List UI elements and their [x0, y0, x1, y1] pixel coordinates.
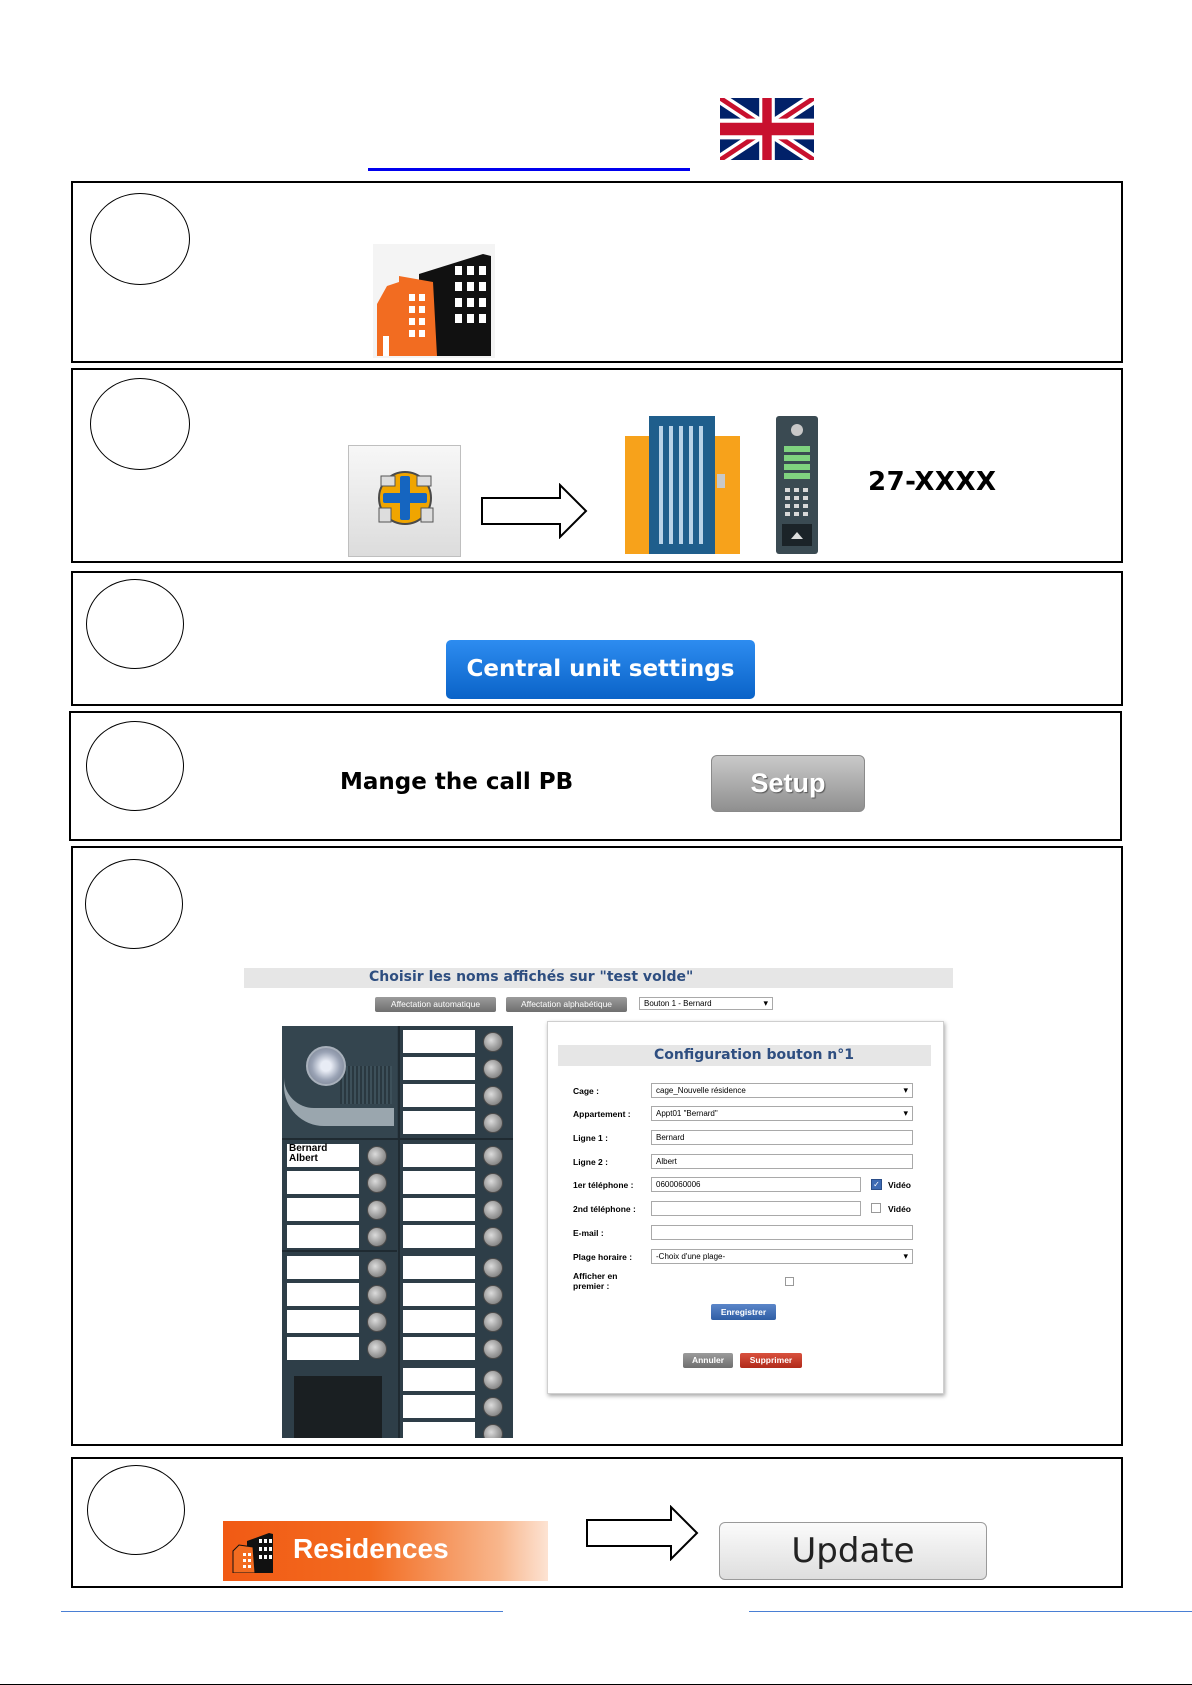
- camera-module: [282, 1026, 397, 1138]
- call-pb-label: Mange the call PB: [340, 769, 574, 795]
- step-number-circle: [90, 378, 190, 470]
- page-title: Choisir les noms affichés sur "test volde": [369, 969, 694, 985]
- afficher-checkbox[interactable]: [785, 1277, 794, 1286]
- afficher-label: [573, 1271, 617, 1291]
- name-slot[interactable]: [403, 1084, 475, 1107]
- ligne2-input[interactable]: Albert: [651, 1154, 913, 1169]
- name-slot[interactable]: [287, 1225, 359, 1248]
- video1-checkbox[interactable]: ✓: [871, 1179, 882, 1190]
- call-button-knob-icon[interactable]: [483, 1173, 503, 1193]
- name-slot[interactable]: [403, 1256, 475, 1279]
- call-button-knob-icon[interactable]: [483, 1146, 503, 1166]
- afficher-label-line-2: premier :: [573, 1281, 610, 1291]
- tel1-input[interactable]: 0600060006: [651, 1177, 861, 1192]
- afficher-label-line-1: Afficher en: [573, 1271, 618, 1281]
- step-3-box: [71, 571, 1123, 706]
- call-button-knob-icon[interactable]: [367, 1200, 387, 1220]
- name-slot[interactable]: [403, 1198, 475, 1221]
- call-button-knob-icon[interactable]: [367, 1285, 387, 1305]
- ligne1-input[interactable]: Bernard: [651, 1130, 913, 1145]
- call-button-knob-icon[interactable]: [483, 1032, 503, 1052]
- gate-icon: [625, 416, 740, 554]
- arrow-right-icon: [480, 483, 590, 539]
- intercom-panel-icon: [776, 416, 818, 554]
- name-slot[interactable]: [403, 1057, 475, 1080]
- tel1-label: 1er téléphone :: [573, 1180, 634, 1190]
- call-button-knob-icon[interactable]: [367, 1258, 387, 1278]
- residence-building-icon: [231, 1529, 275, 1573]
- save-button[interactable]: Enregistrer: [711, 1304, 776, 1320]
- config-form-card: [547, 1021, 944, 1394]
- form-title: Configuration bouton n°1: [654, 1047, 854, 1063]
- button-select[interactable]: Bouton 1 - Bernard ▾: [639, 997, 773, 1010]
- name-slot[interactable]: [287, 1171, 359, 1194]
- name-slot[interactable]: [403, 1283, 475, 1306]
- name-slot-line-1: Bernard: [289, 1143, 328, 1154]
- call-button-knob-icon[interactable]: [483, 1086, 503, 1106]
- setup-button[interactable]: Setup: [711, 755, 865, 812]
- video1-label: Vidéo: [888, 1180, 911, 1190]
- step-number-circle: [90, 193, 190, 285]
- call-button-knob-icon[interactable]: [483, 1285, 503, 1305]
- arrow-right-icon: [585, 1505, 701, 1561]
- residences-button[interactable]: [223, 1521, 548, 1581]
- name-slot[interactable]: [287, 1256, 359, 1279]
- alpha-assign-button[interactable]: Affectation alphabétique: [506, 997, 627, 1012]
- header-link-underline[interactable]: [368, 168, 690, 171]
- video2-label: Vidéo: [888, 1204, 911, 1214]
- device-code: 27-XXXX: [868, 467, 997, 497]
- call-button-knob-icon[interactable]: [483, 1227, 503, 1247]
- uk-flag-icon: [720, 98, 814, 160]
- footer-rule-right: [749, 1611, 1192, 1612]
- call-button-knob-icon[interactable]: [367, 1146, 387, 1166]
- call-button-knob-icon[interactable]: [483, 1258, 503, 1278]
- name-slot[interactable]: [403, 1225, 475, 1248]
- step-4-box: [69, 711, 1122, 841]
- delete-button[interactable]: Supprimer: [740, 1353, 802, 1368]
- name-slot[interactable]: [403, 1030, 475, 1053]
- name-slot[interactable]: [403, 1171, 475, 1194]
- call-button-knob-icon[interactable]: [367, 1173, 387, 1193]
- call-button-knob-icon[interactable]: [483, 1312, 503, 1332]
- name-slot[interactable]: [287, 1310, 359, 1333]
- call-button-knob-icon[interactable]: [483, 1200, 503, 1220]
- footer-rule-left: [61, 1611, 503, 1612]
- add-device-button[interactable]: [348, 445, 461, 557]
- add-device-icon: [349, 446, 460, 556]
- step-1-box: [71, 181, 1123, 363]
- email-input[interactable]: [651, 1225, 913, 1240]
- call-button-knob-icon[interactable]: [483, 1370, 503, 1390]
- call-button-knob-icon[interactable]: [483, 1113, 503, 1133]
- appartement-label: Appartement :: [573, 1109, 631, 1119]
- name-slot[interactable]: [287, 1337, 359, 1360]
- tel2-label: 2nd téléphone :: [573, 1204, 636, 1214]
- video2-checkbox[interactable]: [871, 1203, 881, 1213]
- call-button-knob-icon[interactable]: [367, 1339, 387, 1359]
- call-button-knob-icon[interactable]: [483, 1424, 503, 1438]
- name-slot[interactable]: [403, 1337, 475, 1360]
- intercom-panel: [282, 1026, 513, 1438]
- tel2-input[interactable]: [651, 1201, 861, 1216]
- update-button[interactable]: Update: [719, 1522, 987, 1580]
- step-2-box: [71, 368, 1123, 563]
- call-button-knob-icon[interactable]: [483, 1059, 503, 1079]
- name-slot[interactable]: [403, 1422, 475, 1438]
- appartement-select[interactable]: Appt01 "Bernard" ▾: [651, 1106, 913, 1121]
- name-slot-line-2: Albert: [289, 1153, 318, 1164]
- cancel-button[interactable]: Annuler: [683, 1353, 733, 1368]
- name-slot[interactable]: [287, 1198, 359, 1221]
- ligne2-label: Ligne 2 :: [573, 1157, 608, 1167]
- cage-select[interactable]: cage_Nouvelle résidence ▾: [651, 1083, 913, 1098]
- call-button-knob-icon[interactable]: [367, 1312, 387, 1332]
- step-number-circle: [86, 721, 184, 811]
- camera-lens-icon: [306, 1046, 346, 1086]
- name-slot-button-1[interactable]: [287, 1144, 359, 1167]
- central-unit-settings-button[interactable]: Central unit settings: [446, 640, 755, 699]
- name-slot[interactable]: [403, 1310, 475, 1333]
- name-slot[interactable]: [287, 1283, 359, 1306]
- residence-building-icon[interactable]: [373, 244, 495, 358]
- plage-label: Plage horaire :: [573, 1252, 633, 1262]
- step-6-box: [71, 1457, 1123, 1588]
- call-button-knob-icon[interactable]: [483, 1397, 503, 1417]
- call-button-knob-icon[interactable]: [367, 1227, 387, 1247]
- ligne1-label: Ligne 1 :: [573, 1133, 608, 1143]
- step-number-circle: [87, 1465, 185, 1555]
- email-label: E-mail :: [573, 1228, 604, 1238]
- name-slot[interactable]: [403, 1111, 475, 1134]
- step-number-circle: [85, 859, 183, 949]
- call-button-knob-icon[interactable]: [483, 1339, 503, 1359]
- name-slot[interactable]: [403, 1368, 475, 1391]
- auto-assign-button[interactable]: Affectation automatique: [375, 997, 496, 1012]
- name-slot[interactable]: [403, 1395, 475, 1418]
- speaker-module: [294, 1376, 382, 1438]
- step-number-circle: [86, 579, 184, 669]
- name-slot[interactable]: [403, 1144, 475, 1167]
- cage-label: Cage :: [573, 1086, 599, 1096]
- step-5-box: [71, 846, 1123, 1446]
- residences-label: Residences: [293, 1533, 449, 1564]
- plage-select[interactable]: -Choix d'une plage- ▾: [651, 1249, 913, 1264]
